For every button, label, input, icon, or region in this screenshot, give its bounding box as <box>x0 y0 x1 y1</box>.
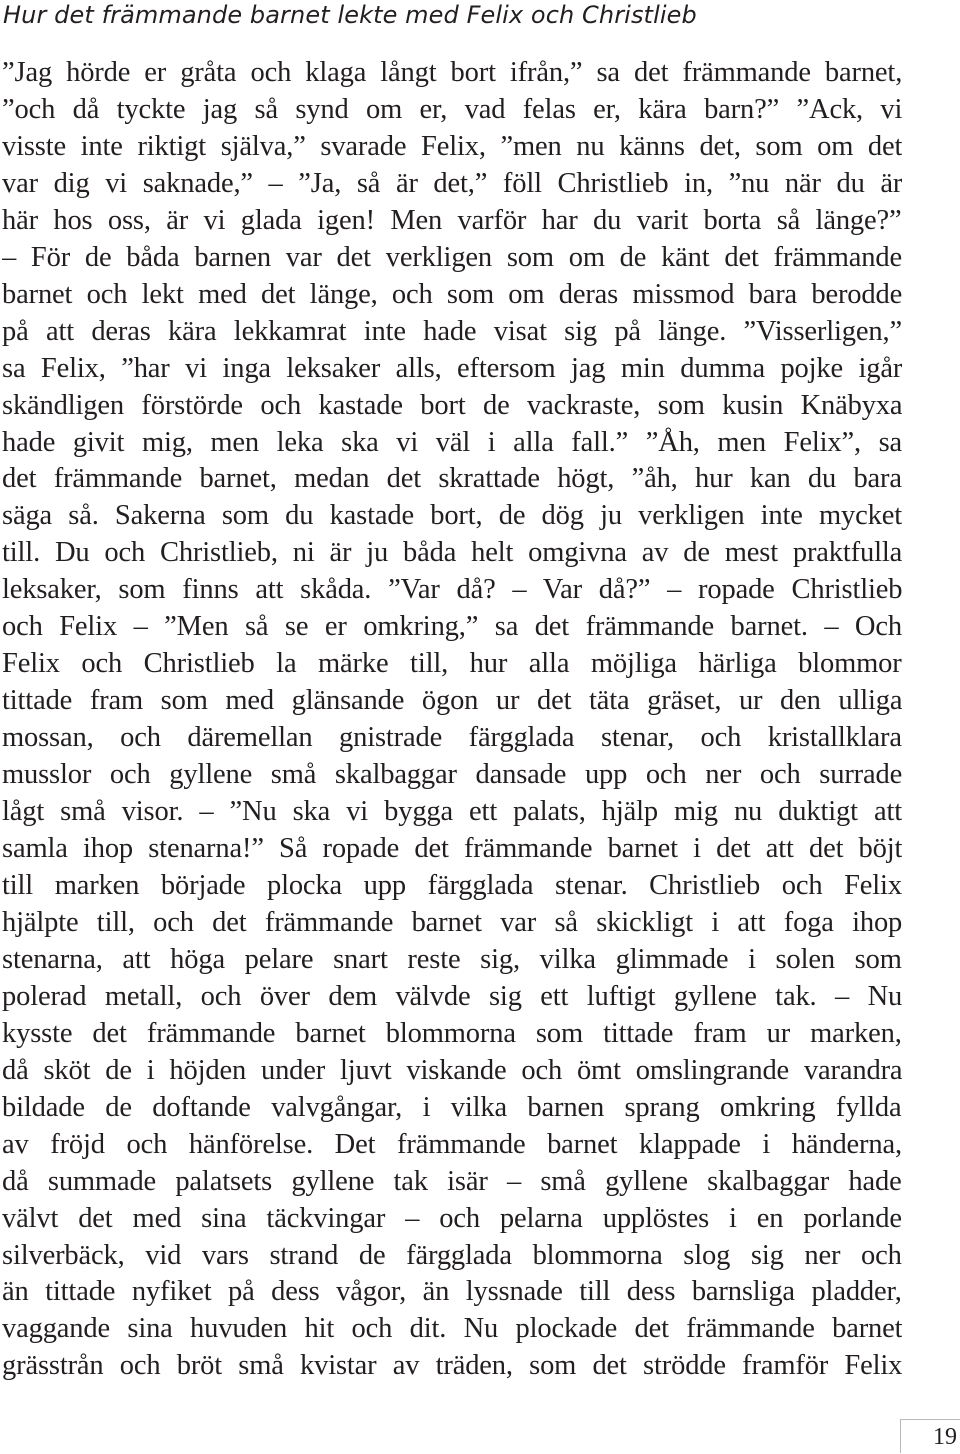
text-line: här hos oss, är vi glada igen! Men varför har du varit borta så länge?” <box>2 204 902 236</box>
text-line: av fröjd och hänförelse. Det främmande barnet klappade i händerna, <box>2 1128 902 1160</box>
text-line: säga så. Sakerna som du kastade bort, de dög ju verkligen inte mycket <box>2 500 902 532</box>
text-line: hade givit mig, men leka ska vi väl i alla fall.” ”Åh, men Felix”, sa <box>2 426 902 458</box>
text-line: mossan, och däremellan gnistrade färgglada stenar, och kristallklara <box>2 722 902 754</box>
text-line: ”Jag hörde er gråta och klaga långt bort ifrån,” sa det främmande barnet, <box>2 57 902 88</box>
text-line: ”och då tyckte jag så synd om er, vad felas er, kära barn?” ”Ack, vi <box>2 93 902 125</box>
text-line: leksaker, som finns att skåda. ”Var då? – Var då?” – ropade Christlieb <box>2 574 902 606</box>
text-line: till. Du och Christlieb, ni är ju båda helt omgivna av de mest praktfulla <box>2 537 902 569</box>
text-line: sa Felix, ”har vi inga leksaker alls, eftersom jag min dumma pojke igår <box>2 352 902 384</box>
text-line: bildade de doftande valvgångar, i vilka barnen sprang omkring fyllda <box>2 1091 902 1123</box>
text-line: Felix och Christlieb la märke till, hur alla möjliga härliga blommor <box>2 648 902 680</box>
text-line: vaggande sina huvuden hit och dit. Nu plockade det främmande barnet <box>2 1313 902 1345</box>
text-line: det främmande barnet, medan det skrattade högt, ”åh, hur kan du bara <box>2 463 902 495</box>
text-line: då summade palatsets gyllene tak isär – små gyllene skalbaggar hade <box>2 1165 902 1197</box>
text-line: hjälpte till, och det främmande barnet var så skickligt i att foga ihop <box>2 906 902 938</box>
text-line: polerad metall, och över dem välvde sig ett luftigt gyllene tak. – Nu <box>2 980 902 1012</box>
text-line: välvt det med sina täckvingar – och pelarna upplöstes i en porlande <box>2 1202 902 1234</box>
text-line: och Felix – ”Men så se er omkring,” sa det främmande barnet. – Och <box>2 611 902 643</box>
text-line: skändligen förstörde och kastade bort de vackraste, som kusin Knäbyxa <box>2 389 902 421</box>
body-text <box>2 55 902 1385</box>
chapter-title: Hur det främmande barnet lekte med Felix och Christlieb <box>3 1 697 29</box>
text-line: då sköt de i höjden under ljuvt viskande och ömt omslingrande varandra <box>2 1054 902 1086</box>
text-line: stenarna, att höga pelare snart reste sig, vilka glimmade i solen som <box>2 943 902 975</box>
text-line: till marken började plocka upp färgglada stenar. Christlieb och Felix <box>2 869 902 901</box>
text-line: visste inte riktigt själva,” svarade Felix, ”men nu känns det, som om det <box>2 130 902 162</box>
text-line: samla ihop stenarna!” Så ropade det främmande barnet i det att det böjt <box>2 833 902 865</box>
text-line: lågt små visor. – ”Nu ska vi bygga ett palats, hjälp mig nu duktigt att <box>2 796 902 828</box>
text-line: grässtrån och bröt små kvistar av träden, som det strödde framför Felix <box>2 1350 902 1382</box>
text-line: – För de båda barnen var det verkligen som om de känt det främmande <box>2 241 902 273</box>
text-line: var dig vi saknade,” – ”Ja, så är det,” föll Christlieb in, ”nu när du är <box>2 167 902 199</box>
text-line: tittade fram som med glänsande ögon ur det täta gräset, ur den ulliga <box>2 685 902 717</box>
text-line: barnet och lekt med det länge, och som om deras missmod bara berodde <box>2 278 902 310</box>
text-line: på att deras kära lekkamrat inte hade visat sig på länge. ”Visserligen,” <box>2 315 902 347</box>
text-line: silverbäck, vid vars strand de färgglada blommorna slog sig ner och <box>2 1239 902 1271</box>
text-line: musslor och gyllene små skalbaggar dansade upp och ner och surrade <box>2 759 902 791</box>
page-number: 19 <box>900 1419 960 1453</box>
text-line: än tittade nyfiket på dess vågor, än lyssnade till dess barnsliga pladder, <box>2 1276 902 1308</box>
text-line: kysste det främmande barnet blommorna som tittade fram ur marken, <box>2 1017 902 1049</box>
